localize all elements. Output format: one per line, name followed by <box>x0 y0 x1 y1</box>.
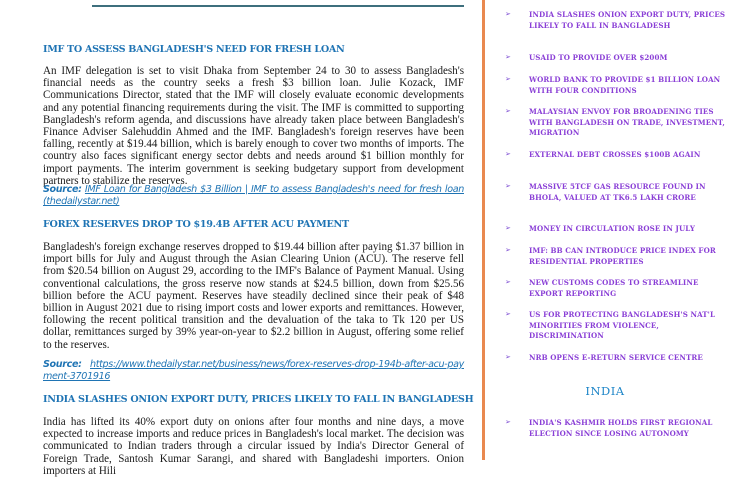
article-headline: FOREX RESERVES DROP TO $19.4B AFTER ACU PAYMENT <box>43 219 349 230</box>
source-link[interactable]: IMF Loan for Bangladesh $3 Billion | IMF to assess Bangladesh's need for fresh loan (thedailystar.net) <box>43 184 464 207</box>
sidebar-item-label: INDIA'S KASHMIR HOLDS FIRST REGIONAL ELECTION SINCE LOSING AUTONOMY <box>529 418 713 438</box>
arrow-bullet-icon: ➢ <box>505 224 511 232</box>
article-source <box>43 359 464 383</box>
arrow-bullet-icon: ➢ <box>505 75 511 83</box>
article-body: Bangladesh's foreign exchange reserves dropped to $19.44 billion after paying $1.37 billion in import bills for July and August through the Asian Clearing Union (ACU). The reserve fell from $20.54 billion on August 29, according to the IMF's Balance of Payment Manual. Using conventional calculations, the gross reserve now stands at $24.5 billion, down from $25.56 billion before the ACU payment. Reserves have steadily declined since their peak of $48 billion in August 2021 due to rising import costs and lower exports and remittances. However, following the recent political transition and the devaluation of the taka to Tk 120 per US dollar, remittances surged by 39% year-on-year to $2.2 billion in August, offering some relief to the reserves. <box>43 241 464 351</box>
arrow-bullet-icon: ➢ <box>505 310 511 318</box>
sidebar-item-label: MONEY IN CIRCULATION ROSE IN JULY <box>529 224 696 233</box>
arrow-bullet-icon: ➢ <box>505 418 511 426</box>
sidebar-item-label: INDIA SLASHES ONION EXPORT DUTY, PRICES LIKELY TO FALL IN BANGLADESH <box>529 10 726 30</box>
sidebar-item-label: USAID TO PROVIDE OVER $200M <box>529 53 668 62</box>
source-link[interactable]: https://www.thedailystar.net/business/news/forex-reserves-drop-194b-after-acu-payment-3701916 <box>43 359 464 382</box>
arrow-bullet-icon: ➢ <box>505 107 511 115</box>
arrow-bullet-icon: ➢ <box>505 182 511 190</box>
top-rule <box>92 5 464 7</box>
arrow-bullet-icon: ➢ <box>505 246 511 254</box>
article-source <box>43 184 464 208</box>
article-body: India has lifted its 40% export duty on onions after four months and nine days, a move expected to increase imports and reduce prices in Bangladesh's local market. The decision was communicated to Indian traders through a circular issued by India's Director General of Foreign Trade, Santosh Kumar Sarangi, and shared with Bangladeshi importers. Onion importers at Hili <box>43 416 464 477</box>
arrow-bullet-icon: ➢ <box>505 278 511 286</box>
sidebar-item-label: NRB OPENS E-RETURN SERVICE CENTRE <box>529 353 703 362</box>
article-headline: INDIA SLASHES ONION EXPORT DUTY, PRICES LIKELY TO FALL IN BANGLADESH <box>43 394 474 405</box>
sidebar-item-label: WORLD BANK TO PROVIDE $1 BILLION LOAN WITH FOUR CONDITIONS <box>529 75 721 95</box>
sidebar-item-label: IMF: BB CAN INTRODUCE PRICE INDEX FOR RESIDENTIAL PROPERTIES <box>529 246 716 266</box>
arrow-bullet-icon: ➢ <box>505 10 511 18</box>
sidebar-item-label: MALAYSIAN ENVOY FOR BROADENING TIES WITH BANGLADESH ON TRADE, INVESTMENT, MIGRATION <box>529 107 725 138</box>
arrow-bullet-icon: ➢ <box>505 53 511 61</box>
article-headline: IMF TO ASSESS BANGLADESH'S NEED FOR FRESH LOAN <box>43 44 345 55</box>
sidebar-item-label: MASSIVE 5TCF GAS RESOURCE FOUND IN BHOLA, VALUED AT TK6.5 LAKH CRORE <box>529 182 706 202</box>
arrow-bullet-icon: ➢ <box>505 353 511 361</box>
arrow-bullet-icon: ➢ <box>505 150 511 158</box>
sidebar-item-label: NEW CUSTOMS CODES TO STREAMLINE EXPORT REPORTING <box>529 278 699 298</box>
sidebar-section-heading: INDIA <box>585 384 625 398</box>
article-body: An IMF delegation is set to visit Dhaka from September 24 to 30 to assess Bangladesh's financial needs as the country seeks a fresh $3 billion loan. Julie Kozack, IMF Communications Director, stated that the IMF will closely evaluate economic developments and any potential financing requirements during the visit. The IMF is committed to supporting Bangladesh's reform agenda, and discussions have already taken place between Bangladesh's Finance Adviser Salehuddin Ahmed and the IMF. Bangladesh's foreign reserves have been falling, recently at $19.44 billion, which is barely enough to cover two months of imports. The country also faces significant energy sector debts and needs around $1 billion monthly for import payments. The interim government is seeking budgetary support from development partners to stabilize the reserves. <box>43 65 464 187</box>
sidebar-item-label: EXTERNAL DEBT CROSSES $100B AGAIN <box>529 150 701 159</box>
source-label: Source: <box>43 184 82 195</box>
source-label: Source: <box>43 359 82 370</box>
sidebar-item-label: US FOR PROTECTING BANGLADESH'S NAT'L MINORITIES FROM VIOLENCE, DISCRIMINATION <box>529 310 716 341</box>
